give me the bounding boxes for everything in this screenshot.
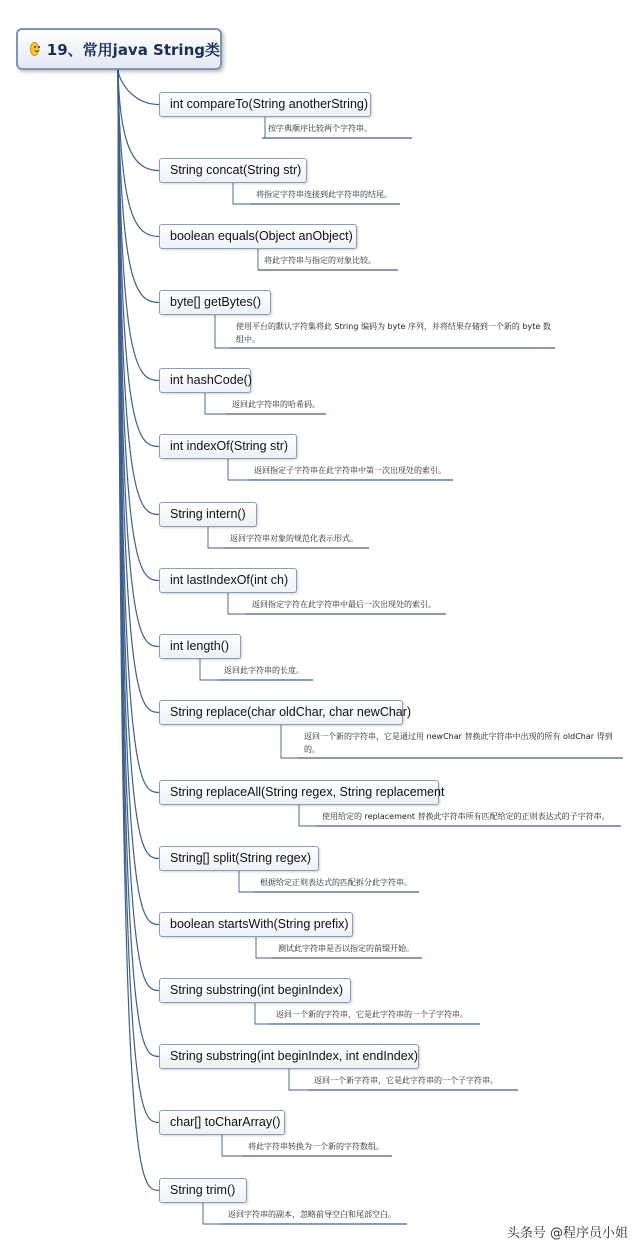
- method-description: 返回此字符串的长度。: [224, 666, 304, 675]
- note-connector: [262, 117, 265, 138]
- method-node: int lastIndexOf(int ch): [159, 568, 297, 593]
- note-connector: [256, 937, 272, 958]
- root-topic: [16, 28, 222, 70]
- method-description: 返回一个新字符串，它是此字符串的一个子字符串。: [314, 1076, 498, 1085]
- note-connector: [228, 459, 248, 480]
- note-connector: [233, 183, 250, 204]
- branch-line: [118, 70, 159, 303]
- method-node: int length(): [159, 634, 241, 659]
- method-description: 返回字符串的副本，忽略前导空白和尾部空白。: [228, 1210, 396, 1219]
- smiley-icon: [30, 42, 39, 56]
- method-node: String substring(int beginIndex): [159, 978, 351, 1003]
- method-node: boolean equals(Object anObject): [159, 224, 357, 249]
- method-node: byte[] getBytes(): [159, 290, 271, 315]
- method-node: String trim(): [159, 1178, 247, 1203]
- note-connector: [255, 1003, 270, 1024]
- method-description: 返回指定字符在此字符串中最后一次出现处的索引。: [252, 600, 436, 609]
- method-description: 使用平台的默认字符集将此 String 编码为 byte 序列，并将结果存储到一个新的 byte 数组中。: [236, 322, 551, 344]
- method-description: 返回字符串对象的规范化表示形式。: [230, 534, 358, 543]
- method-description: 将此字符串转换为一个新的字符数组。: [248, 1142, 384, 1151]
- method-description: 测试此字符串是否以指定的前缀开始。: [278, 944, 414, 953]
- note-connector: [200, 659, 218, 680]
- note-connector: [215, 315, 230, 348]
- note-connector: [289, 1069, 308, 1090]
- note-connector: [208, 527, 224, 548]
- note-connector: [203, 1203, 222, 1224]
- note-connector: [228, 593, 246, 614]
- method-node: String concat(String str): [159, 158, 307, 183]
- method-node: String replaceAll(String regex, String replacement: [159, 780, 439, 805]
- method-node: String intern(): [159, 502, 257, 527]
- note-connector: [222, 1135, 242, 1156]
- method-node: String[] split(String regex): [159, 846, 319, 871]
- method-description: 返回一个新的字符串，它是通过用 newChar 替换此字符串中出现的所有 oldChar 得到的。: [304, 732, 613, 754]
- method-node: String replace(char oldChar, char newChar): [159, 700, 403, 725]
- branch-line: [118, 70, 159, 447]
- branch-line: [118, 70, 159, 237]
- method-description: 根据给定正则表达式的匹配拆分此字符串。: [260, 878, 412, 887]
- method-node: int hashCode(): [159, 368, 251, 393]
- note-connector: [205, 393, 226, 414]
- method-description: 将此字符串与指定的对象比较。: [264, 256, 376, 265]
- method-description: 返回此字符串的哈希码。: [232, 400, 320, 409]
- root-title: 19、常用java String类: [46, 40, 220, 59]
- note-connector: [239, 871, 254, 892]
- method-node: int compareTo(String anotherString): [159, 92, 371, 117]
- method-node: char[] toCharArray(): [159, 1110, 285, 1135]
- note-connector: [281, 725, 298, 758]
- method-description: 按字典顺序比较两个字符串。: [268, 124, 372, 133]
- method-node: String substring(int beginIndex, int endIndex): [159, 1044, 419, 1069]
- method-description: 将指定字符串连接到此字符串的结尾。: [256, 190, 392, 199]
- note-connector: [299, 805, 316, 826]
- branch-line: [118, 70, 159, 105]
- method-description: 返回指定子字符串在此字符串中第一次出现处的索引。: [254, 466, 446, 475]
- method-node: boolean startsWith(String prefix): [159, 912, 353, 937]
- method-description: 返回一个新的字符串，它是此字符串的一个子字符串。: [276, 1010, 468, 1019]
- method-description: 使用给定的 replacement 替换此字符串所有匹配给定的正则表达式的子字符串。: [322, 812, 610, 821]
- watermark: 头条号 @程序员小姐: [506, 1226, 628, 1241]
- method-node: int indexOf(String str): [159, 434, 297, 459]
